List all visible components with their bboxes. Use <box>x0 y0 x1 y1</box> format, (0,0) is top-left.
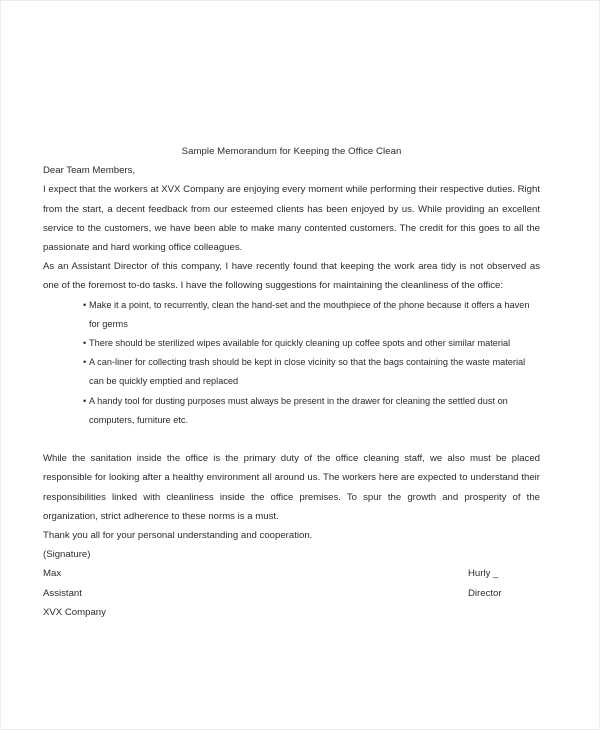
document-body <box>43 142 540 622</box>
list-item <box>43 392 540 430</box>
list-item-text: A can-liner for collecting trash should be kept in close vicinity so that the bags containing the waste material can be quickly emptied and replaced <box>89 357 526 387</box>
lead-in-paragraph: As an Assistant Director of this company, I have recently found that keeping the work area tidy is not observed as one of the foremost to-do tasks. I have the following suggestions for maintaining the cleanliness of the office: <box>43 261 540 292</box>
company-name: XVX Company <box>43 606 106 618</box>
signature-placeholder: (Signature) <box>43 549 91 561</box>
paragraph-spacer <box>43 430 540 449</box>
suggestions-list <box>43 296 540 430</box>
signature-name-row <box>43 564 540 583</box>
signer-title-first: Assistant <box>43 587 82 599</box>
closing-paragraph: While the sanitation inside the office is the primary duty of the office cleaning staff, we also must be placed responsible for looking after a healthy environment all around us. The workers here are expected to understand their responsibilities linked with cleanliness inside the office premises. To spur the growth and prosperity of the organization, strict adherence to these norms is a must. <box>43 453 540 522</box>
intro-paragraph: I expect that the workers at XVX Company are enjoying every moment while performing their respective duties. Right from the start, a decent feedback from our esteemed clients has been enjoyed by us. While providing an excellent service to the customers, we have been able to make many contented customers. The credit for this goes to all the passionate and hard working office colleagues. <box>43 184 540 254</box>
bullet-icon: • <box>83 395 87 406</box>
signature-title-row <box>43 584 540 603</box>
list-item <box>43 334 540 353</box>
signer-first-name: Max <box>43 568 62 580</box>
thanks-line: Thank you all for your personal understanding and cooperation. <box>43 530 313 542</box>
bullet-icon: • <box>83 299 87 310</box>
document-title: Sample Memorandum for Keeping the Office Clean <box>181 146 402 157</box>
signer-title-second: Director <box>468 587 502 599</box>
list-item <box>43 296 540 334</box>
list-item <box>43 353 540 391</box>
list-item-text: There should be sterilized wipes available for quickly cleaning up coffee spots and other similar material <box>89 338 511 349</box>
bullet-icon: • <box>83 338 87 349</box>
bullet-icon: • <box>83 357 87 368</box>
list-item-text: Make it a point, to recurrently, clean the hand-set and the mouthpiece of the phone because it offers a haven for germs <box>89 299 530 329</box>
list-item-text: A handy tool for dusting purposes must always be present in the drawer for cleaning the settled dust on computers, furniture etc. <box>89 395 508 425</box>
signer-last-name: Hurly _ <box>468 568 499 580</box>
salutation: Dear Team Members, <box>43 165 136 177</box>
